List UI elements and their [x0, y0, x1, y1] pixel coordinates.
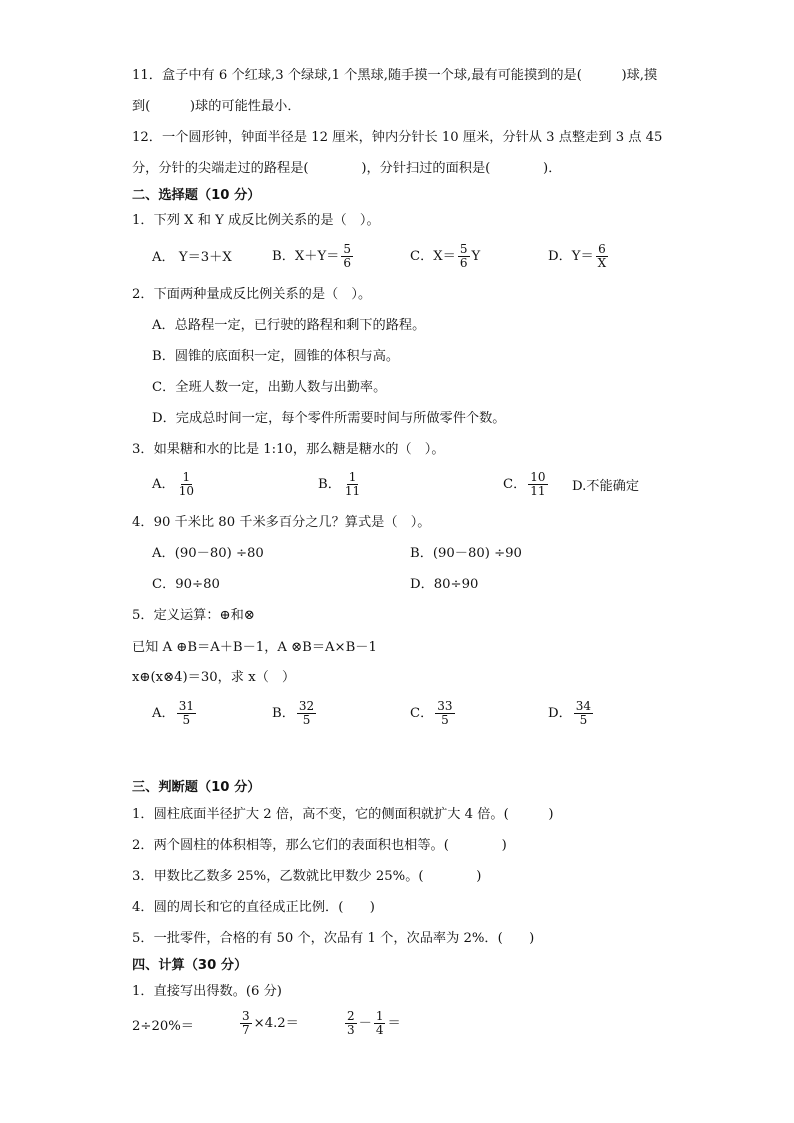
fraction-denominator: 5: [302, 713, 311, 727]
s2-q5-option-a: [152, 700, 198, 727]
option-prefix: A．: [152, 477, 175, 492]
q12-line1: 12．一个圆形钟，钟面半径是 12 厘米，钟内分针长 10 厘米，分针从 3 点整走到 3 点 45: [132, 130, 663, 145]
s4-expression-3-operator: －: [358, 1016, 372, 1031]
q11-line1: 11．盒子中有 6 个红球,3 个绿球,1 个黑球,随手摸一个球,最有可能摸到的是( )球,摸: [132, 68, 658, 83]
s2-q2-option-d: D．完成总时间一定，每个零件所需要时间与所做零件个数。: [152, 411, 506, 426]
section4-heading: 四、计算（30 分）: [132, 958, 248, 973]
s2-q4-option-a: A．(90－80) ÷80: [152, 546, 264, 561]
fraction-denominator: 4: [375, 1023, 384, 1037]
fraction-denominator: 5: [182, 713, 191, 727]
section2-heading: 二、选择题（10 分）: [132, 188, 261, 203]
s4-expression-3-fraction-2: [374, 1010, 386, 1037]
s2-q5-option-b-fraction: [297, 700, 316, 727]
fraction-denominator: 11: [530, 484, 546, 498]
s2-q5-option-d: [548, 700, 595, 727]
s2-q1-option-b-fraction: [341, 243, 353, 270]
fraction-numerator: 5: [343, 242, 351, 256]
option-prefix: A．: [152, 706, 175, 721]
fraction-denominator: X: [597, 256, 607, 270]
fraction-numerator: 1: [375, 1009, 384, 1023]
s2-q2-stem: 2．下面两种量成反比例关系的是（ ）。: [132, 287, 372, 302]
s3-q3: 3．甲数比乙数多 25%，乙数就比甲数少 25%。( ): [132, 869, 482, 884]
s2-q2-option-c: C．全班人数一定，出勤人数与出勤率。: [152, 380, 387, 395]
s2-q5-equation: x⊕(x⊗4)＝30，求 x（ ）: [132, 670, 296, 685]
fraction-denominator: 5: [441, 713, 449, 727]
option-prefix: C．: [410, 706, 434, 721]
fraction-numerator: 6: [598, 242, 606, 256]
s2-q1-option-d-prefix: D．Y＝: [548, 249, 594, 264]
option-prefix: C．: [503, 477, 527, 492]
s4-expression-2: [238, 1010, 299, 1037]
s2-q4-stem: 4．90 千米比 80 千米多百分之几？算式是（ ）。: [132, 515, 431, 530]
s2-q1-option-b: [272, 243, 355, 270]
s3-q4: 4．圆的周长和它的直径成正比例．( ): [132, 900, 375, 915]
fraction-denominator: 5: [579, 713, 588, 727]
s2-q3-option-a-fraction: [177, 471, 196, 498]
s2-q5-option-b: [272, 700, 318, 727]
s2-q5-option-c: [410, 700, 457, 727]
s2-q3-option-c-fraction: [528, 471, 547, 498]
q12-line2: 分，分针的尖端走过的路程是( )，分针扫过的面积是( )．: [132, 161, 562, 176]
fraction-denominator: 10: [178, 484, 194, 498]
s2-q3-option-a: [152, 471, 198, 498]
s2-q5-option-a-fraction: [177, 700, 196, 727]
s2-q3-stem: 3．如果糖和水的比是 1:10，那么糖是糖水的（ ）。: [132, 442, 445, 457]
fraction-numerator: 1: [182, 470, 191, 484]
option-prefix: B．: [272, 706, 295, 721]
s2-q5-stem: 5．定义运算：⊕和⊗: [132, 608, 255, 623]
s2-q4-option-c: C．90÷80: [152, 577, 220, 592]
s2-q1-option-c-suffix: Y: [471, 249, 481, 264]
s2-q1-option-c-fraction: [458, 243, 470, 270]
fraction-numerator: 2: [347, 1009, 355, 1023]
s2-q1-option-c-prefix: C．X＝: [410, 249, 456, 264]
s3-q2: 2．两个圆柱的体积相等，那么它们的表面积也相等。( ): [132, 838, 507, 853]
s2-q3-option-c: [503, 471, 550, 498]
fraction-numerator: 10: [530, 470, 546, 484]
fraction-denominator: 6: [459, 256, 468, 270]
s2-q2-option-b: B．圆锥的底面积一定，圆锥的体积与高。: [152, 349, 400, 364]
fraction-numerator: 34: [575, 699, 592, 713]
s2-q4-option-b: B．(90－80) ÷90: [410, 546, 522, 561]
s2-q5-definition: 已知 A ⊕B＝A＋B－1，A ⊗B＝A×B－1: [132, 640, 377, 655]
s4-expression-3-fraction-1: [345, 1010, 357, 1037]
s4-q1-stem: 1．直接写出得数。(6 分): [132, 984, 282, 999]
s2-q3-option-b: [318, 471, 364, 498]
q11-line2: 到( )球的可能性最小．: [132, 99, 301, 114]
s4-expression-3: [343, 1010, 401, 1037]
s2-q3-option-b-fraction: [343, 471, 362, 498]
fraction-numerator: 32: [298, 699, 315, 713]
s3-q5: 5．一批零件，合格的有 50 个，次品有 1 个，次品率为 2%．( ): [132, 931, 535, 946]
fraction-numerator: 5: [459, 242, 468, 256]
s2-q1-option-a: A． Y＝3＋X: [152, 250, 232, 265]
option-prefix: B．: [318, 477, 341, 492]
s2-q1-option-d-fraction: [596, 243, 609, 270]
section3-heading: 三、判断题（10 分）: [132, 780, 261, 795]
s4-expression-2-fraction: [240, 1010, 252, 1037]
s2-q5-option-d-fraction: [574, 700, 593, 727]
s4-expression-1: 2÷20%＝: [132, 1019, 194, 1034]
s2-q4-option-d: D．80÷90: [410, 577, 479, 592]
fraction-denominator: 6: [343, 256, 351, 270]
fraction-denominator: 7: [242, 1023, 250, 1037]
s2-q2-option-a: A．总路程一定，已行驶的路程和剩下的路程。: [152, 318, 426, 333]
fraction-denominator: 11: [344, 484, 361, 498]
fraction-numerator: 33: [437, 699, 453, 713]
s2-q1-option-b-prefix: B．X＋Y＝: [272, 249, 340, 264]
fraction-denominator: 3: [347, 1023, 355, 1037]
s2-q1-option-c: [410, 243, 480, 270]
s2-q1-stem: 1．下列 X 和 Y 成反比例关系的是（ ）。: [132, 213, 380, 228]
s4-expression-3-suffix: ＝: [387, 1016, 401, 1031]
s2-q1-option-d: [548, 243, 610, 270]
fraction-numerator: 3: [242, 1009, 250, 1023]
s2-q3-option-d: D.不能确定: [572, 479, 640, 494]
fraction-numerator: 31: [178, 699, 194, 713]
fraction-numerator: 1: [348, 470, 357, 484]
s3-q1: 1．圆柱底面半径扩大 2 倍，高不变，它的侧面积就扩大 4 倍。( ): [132, 807, 554, 822]
s4-expression-2-suffix: ×4.2＝: [253, 1016, 299, 1031]
option-prefix: D．: [548, 706, 572, 721]
s2-q5-option-c-fraction: [435, 700, 454, 727]
